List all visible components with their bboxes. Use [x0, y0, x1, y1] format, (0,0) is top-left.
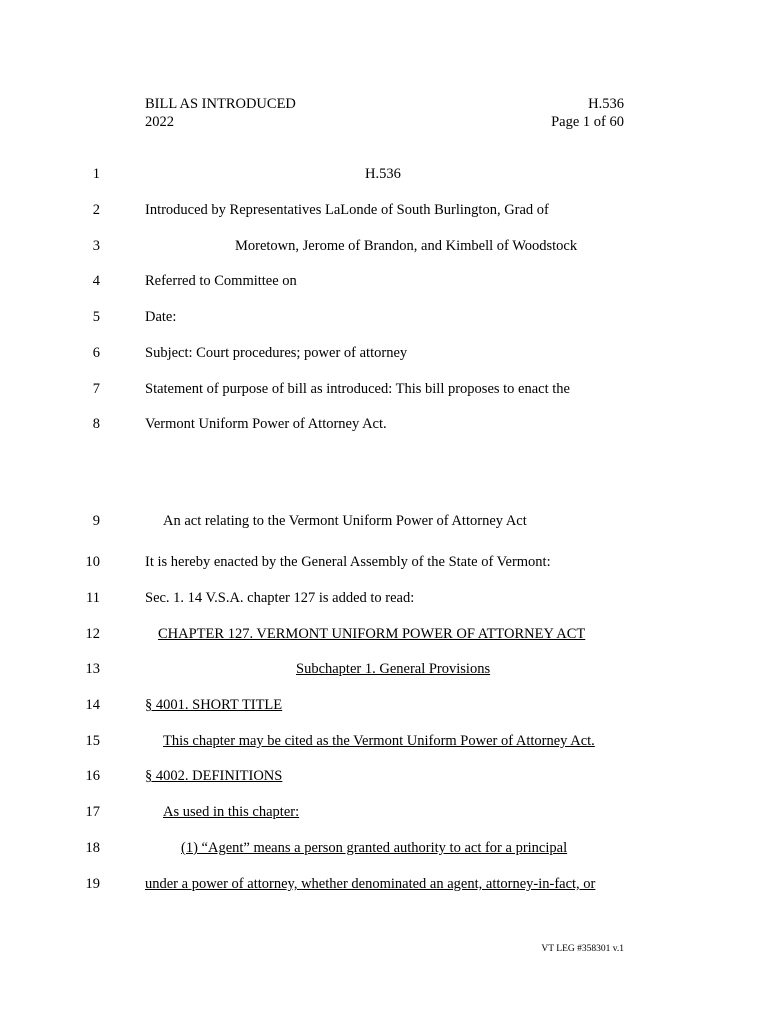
line-number: 16	[85, 768, 100, 784]
line-16	[0, 768, 770, 788]
line-text: Introduced by Representatives LaLonde of South Burlington, Grad of	[145, 202, 549, 218]
line-2	[0, 202, 770, 222]
line-6	[0, 345, 770, 365]
bill-title: H.536	[365, 166, 401, 182]
line-number: 10	[85, 554, 100, 570]
line-number: 12	[85, 626, 100, 642]
line-1	[0, 166, 770, 186]
line-19	[0, 876, 770, 896]
line-9	[0, 513, 770, 533]
line-text: Referred to Committee on	[145, 273, 297, 289]
line-12	[0, 626, 770, 646]
line-18	[0, 840, 770, 860]
line-number: 13	[85, 661, 100, 677]
line-text: As used in this chapter:	[163, 804, 300, 820]
line-text: under a power of attorney, whether denominated an agent, attorney-in-fact, or	[145, 876, 596, 892]
line-14	[0, 697, 770, 717]
line-number: 9	[92, 513, 100, 529]
section-heading: § 4002. DEFINITIONS	[145, 768, 283, 784]
line-text: Sec. 1. 14 V.S.A. chapter 127 is added to read:	[145, 590, 415, 606]
header-right	[551, 95, 624, 131]
line-number: 4	[92, 273, 100, 289]
line-7	[0, 381, 770, 401]
bill-year: 2022	[145, 114, 174, 130]
chapter-heading: CHAPTER 127. VERMONT UNIFORM POWER OF ATTORNEY ACT	[158, 626, 586, 642]
line-number: 3	[92, 238, 100, 254]
line-number: 19	[85, 876, 100, 892]
line-number: 17	[85, 804, 100, 820]
line-8	[0, 416, 770, 436]
line-text: Subject: Court procedures; power of attorney	[145, 345, 408, 361]
line-text: This chapter may be cited as the Vermont Uniform Power of Attorney Act.	[163, 733, 595, 749]
line-number: 8	[92, 416, 100, 432]
line-17	[0, 804, 770, 824]
line-text: Moretown, Jerome of Brandon, and Kimbell of Woodstock	[235, 238, 578, 254]
line-13	[0, 661, 770, 681]
line-10	[0, 554, 770, 574]
page-indicator: Page 1 of 60	[551, 114, 624, 130]
line-15	[0, 733, 770, 753]
line-text: Vermont Uniform Power of Attorney Act.	[145, 416, 387, 432]
line-11	[0, 590, 770, 610]
line-5	[0, 309, 770, 329]
line-text: Statement of purpose of bill as introduced: This bill proposes to enact the	[145, 381, 570, 397]
line-4	[0, 273, 770, 293]
header-left	[145, 95, 296, 131]
line-number: 6	[92, 345, 100, 361]
line-number: 14	[85, 697, 100, 713]
footer-doc-id: VT LEG #358301 v.1	[541, 944, 624, 954]
line-number: 7	[92, 381, 100, 397]
line-number: 18	[85, 840, 100, 856]
section-heading: § 4001. SHORT TITLE	[145, 697, 283, 713]
line-number: 2	[92, 202, 100, 218]
line-3	[0, 238, 770, 258]
line-number: 11	[86, 590, 100, 606]
line-number: 15	[85, 733, 100, 749]
line-text: It is hereby enacted by the General Assembly of the State of Vermont:	[145, 554, 551, 570]
bill-number: H.536	[588, 96, 624, 112]
line-text: (1) “Agent” means a person granted authority to act for a principal	[181, 840, 568, 856]
line-number: 5	[92, 309, 100, 325]
line-text: An act relating to the Vermont Uniform Power of Attorney Act	[163, 513, 527, 529]
line-number: 1	[92, 166, 100, 182]
line-text: Date:	[145, 309, 177, 325]
bill-status: BILL AS INTRODUCED	[145, 96, 296, 112]
subchapter-heading: Subchapter 1. General Provisions	[296, 661, 491, 677]
